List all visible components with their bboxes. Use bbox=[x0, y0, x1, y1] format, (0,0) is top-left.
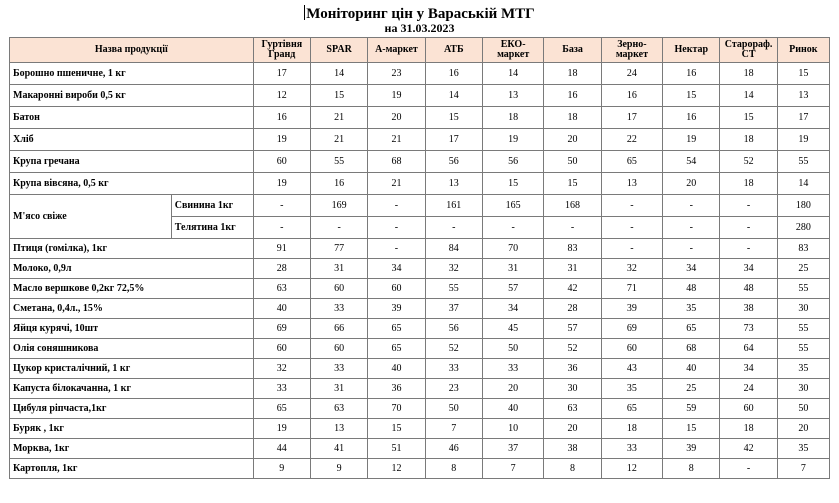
price-cell: - bbox=[720, 217, 777, 239]
price-cell: 180 bbox=[777, 195, 829, 217]
price-cell: 70 bbox=[368, 399, 425, 419]
price-cell: 13 bbox=[425, 173, 482, 195]
price-cell: 21 bbox=[310, 107, 367, 129]
product-group-name: М'ясо свіже bbox=[10, 195, 172, 239]
price-cell: 39 bbox=[368, 299, 425, 319]
table-row bbox=[10, 239, 830, 259]
table-row bbox=[10, 299, 830, 319]
price-cell: 65 bbox=[368, 339, 425, 359]
product-name: Капуста білокачанна, 1 кг bbox=[10, 379, 254, 399]
column-header: SPAR bbox=[310, 38, 367, 63]
price-cell: 44 bbox=[253, 439, 310, 459]
price-cell: 13 bbox=[777, 85, 829, 107]
price-cell: 19 bbox=[482, 129, 543, 151]
price-cell: 57 bbox=[544, 319, 601, 339]
price-cell: - bbox=[253, 217, 310, 239]
price-cell: 73 bbox=[720, 319, 777, 339]
price-cell: 33 bbox=[310, 359, 367, 379]
price-cell: 65 bbox=[601, 151, 662, 173]
price-cell: 18 bbox=[601, 419, 662, 439]
price-cell: 15 bbox=[425, 107, 482, 129]
price-cell: 19 bbox=[253, 129, 310, 151]
price-cell: 56 bbox=[425, 319, 482, 339]
price-cell: 36 bbox=[544, 359, 601, 379]
price-cell: 35 bbox=[777, 359, 829, 379]
product-name: Морква, 1кг bbox=[10, 439, 254, 459]
price-cell: 20 bbox=[777, 419, 829, 439]
table-row bbox=[10, 107, 830, 129]
price-cell: 168 bbox=[544, 195, 601, 217]
price-cell: 35 bbox=[777, 439, 829, 459]
price-cell: 28 bbox=[253, 259, 310, 279]
price-cell: 12 bbox=[253, 85, 310, 107]
price-cell: 20 bbox=[663, 173, 720, 195]
column-header: Гуртівня Гранд bbox=[253, 38, 310, 63]
price-cell: 33 bbox=[425, 359, 482, 379]
price-cell: 63 bbox=[310, 399, 367, 419]
price-cell: 18 bbox=[720, 173, 777, 195]
price-cell: 84 bbox=[425, 239, 482, 259]
price-cell: 46 bbox=[425, 439, 482, 459]
table-row bbox=[10, 359, 830, 379]
table-row bbox=[10, 63, 830, 85]
price-cell: 52 bbox=[720, 151, 777, 173]
price-cell: 169 bbox=[310, 195, 367, 217]
product-subtype: Свинина 1кг bbox=[171, 195, 253, 217]
price-cell: 60 bbox=[601, 339, 662, 359]
price-cell: 63 bbox=[253, 279, 310, 299]
price-cell: 30 bbox=[777, 299, 829, 319]
product-name: Масло вершкове 0,2кг 72,5% bbox=[10, 279, 254, 299]
table-row bbox=[10, 279, 830, 299]
price-cell: 18 bbox=[544, 63, 601, 85]
price-cell: 33 bbox=[310, 299, 367, 319]
table-row bbox=[10, 419, 830, 439]
price-cell: 64 bbox=[720, 339, 777, 359]
price-cell: 35 bbox=[663, 299, 720, 319]
price-cell: 15 bbox=[777, 63, 829, 85]
price-cell: 52 bbox=[425, 339, 482, 359]
table-row bbox=[10, 379, 830, 399]
price-cell: 55 bbox=[310, 151, 367, 173]
price-cell: 83 bbox=[777, 239, 829, 259]
price-cell: 31 bbox=[310, 259, 367, 279]
price-cell: 9 bbox=[253, 459, 310, 479]
price-cell: 38 bbox=[544, 439, 601, 459]
price-cell: 17 bbox=[777, 107, 829, 129]
product-name: Сметана, 0,4л., 15% bbox=[10, 299, 254, 319]
price-cell: 24 bbox=[720, 379, 777, 399]
price-cell: 165 bbox=[482, 195, 543, 217]
price-cell: 7 bbox=[482, 459, 543, 479]
price-cell: 40 bbox=[368, 359, 425, 379]
price-cell: 280 bbox=[777, 217, 829, 239]
product-name: Цибуля ріпчаста,1кг bbox=[10, 399, 254, 419]
column-header: ЕКО-маркет bbox=[482, 38, 543, 63]
price-cell: 35 bbox=[601, 379, 662, 399]
price-cell: - bbox=[253, 195, 310, 217]
column-header: Старораф. СТ bbox=[720, 38, 777, 63]
price-cell: 18 bbox=[720, 129, 777, 151]
price-cell: 10 bbox=[482, 419, 543, 439]
product-name: Крупа гречана bbox=[10, 151, 254, 173]
price-cell: 65 bbox=[663, 319, 720, 339]
price-cell: 40 bbox=[663, 359, 720, 379]
price-cell: - bbox=[663, 217, 720, 239]
price-cell: 48 bbox=[663, 279, 720, 299]
column-header: А-маркет bbox=[368, 38, 425, 63]
price-cell: 59 bbox=[663, 399, 720, 419]
price-cell: 14 bbox=[310, 63, 367, 85]
price-cell: 18 bbox=[482, 107, 543, 129]
price-cell: 8 bbox=[663, 459, 720, 479]
table-row bbox=[10, 173, 830, 195]
price-cell: 31 bbox=[482, 259, 543, 279]
price-cell: - bbox=[663, 239, 720, 259]
price-cell: 23 bbox=[368, 63, 425, 85]
price-cell: 15 bbox=[663, 85, 720, 107]
price-cell: 21 bbox=[368, 129, 425, 151]
price-cell: 20 bbox=[544, 419, 601, 439]
price-cell: 14 bbox=[777, 173, 829, 195]
price-cell: 60 bbox=[310, 339, 367, 359]
column-header: Ринок bbox=[777, 38, 829, 63]
price-cell: 33 bbox=[482, 359, 543, 379]
price-cell: 9 bbox=[310, 459, 367, 479]
column-header: Зерно-маркет bbox=[601, 38, 662, 63]
price-cell: 19 bbox=[253, 173, 310, 195]
price-cell: 17 bbox=[253, 63, 310, 85]
column-header: Нектар bbox=[663, 38, 720, 63]
price-cell: 18 bbox=[720, 419, 777, 439]
price-cell: 25 bbox=[663, 379, 720, 399]
price-cell: 55 bbox=[777, 279, 829, 299]
price-cell: 39 bbox=[601, 299, 662, 319]
price-cell: 12 bbox=[601, 459, 662, 479]
product-name: Буряк , 1кг bbox=[10, 419, 254, 439]
price-cell: 60 bbox=[368, 279, 425, 299]
table-row bbox=[10, 195, 830, 217]
price-cell: 21 bbox=[310, 129, 367, 151]
price-cell: 22 bbox=[601, 129, 662, 151]
price-cell: 69 bbox=[253, 319, 310, 339]
table-row bbox=[10, 459, 830, 479]
price-cell: 56 bbox=[425, 151, 482, 173]
table-row bbox=[10, 129, 830, 151]
price-cell: - bbox=[368, 217, 425, 239]
product-name: Молоко, 0,9л bbox=[10, 259, 254, 279]
price-table bbox=[9, 37, 830, 479]
document-title-text: Моніторинг цін у Вараській МТГ bbox=[306, 6, 535, 22]
price-cell: 7 bbox=[425, 419, 482, 439]
price-cell: - bbox=[368, 195, 425, 217]
price-cell: 32 bbox=[425, 259, 482, 279]
price-cell: 60 bbox=[310, 279, 367, 299]
price-cell: 17 bbox=[601, 107, 662, 129]
price-cell: 15 bbox=[482, 173, 543, 195]
price-cell: - bbox=[601, 239, 662, 259]
price-cell: 55 bbox=[777, 151, 829, 173]
price-cell: 66 bbox=[310, 319, 367, 339]
table-row bbox=[10, 151, 830, 173]
price-cell: 42 bbox=[544, 279, 601, 299]
table-row bbox=[10, 439, 830, 459]
price-cell: 20 bbox=[544, 129, 601, 151]
price-cell: 19 bbox=[253, 419, 310, 439]
price-cell: 13 bbox=[482, 85, 543, 107]
price-cell: 16 bbox=[310, 173, 367, 195]
price-cell: 14 bbox=[720, 85, 777, 107]
price-cell: 36 bbox=[368, 379, 425, 399]
product-name: Картопля, 1кг bbox=[10, 459, 254, 479]
price-cell: 77 bbox=[310, 239, 367, 259]
price-cell: 60 bbox=[253, 151, 310, 173]
price-cell: 20 bbox=[368, 107, 425, 129]
price-cell: - bbox=[663, 195, 720, 217]
price-cell: - bbox=[368, 239, 425, 259]
price-cell: 17 bbox=[425, 129, 482, 151]
price-cell: 68 bbox=[663, 339, 720, 359]
price-cell: 50 bbox=[544, 151, 601, 173]
table-row bbox=[10, 399, 830, 419]
price-cell: 40 bbox=[253, 299, 310, 319]
price-cell: 28 bbox=[544, 299, 601, 319]
table-header-row bbox=[10, 38, 830, 63]
price-cell: 13 bbox=[310, 419, 367, 439]
column-header: АТБ bbox=[425, 38, 482, 63]
product-name: Макаронні вироби 0,5 кг bbox=[10, 85, 254, 107]
price-cell: 34 bbox=[663, 259, 720, 279]
price-cell: - bbox=[310, 217, 367, 239]
price-cell: 70 bbox=[482, 239, 543, 259]
price-cell: 37 bbox=[482, 439, 543, 459]
price-cell: 45 bbox=[482, 319, 543, 339]
price-cell: 65 bbox=[253, 399, 310, 419]
price-cell: 43 bbox=[601, 359, 662, 379]
product-subtype: Телятина 1кг bbox=[171, 217, 253, 239]
price-cell: 31 bbox=[310, 379, 367, 399]
price-cell: 31 bbox=[544, 259, 601, 279]
price-cell: 18 bbox=[720, 63, 777, 85]
product-name: Хліб bbox=[10, 129, 254, 151]
price-cell: 16 bbox=[425, 63, 482, 85]
price-cell: 41 bbox=[310, 439, 367, 459]
price-cell: 16 bbox=[663, 107, 720, 129]
price-cell: 63 bbox=[544, 399, 601, 419]
price-cell: 71 bbox=[601, 279, 662, 299]
price-cell: - bbox=[425, 217, 482, 239]
price-cell: 52 bbox=[544, 339, 601, 359]
price-cell: 32 bbox=[601, 259, 662, 279]
price-cell: 38 bbox=[720, 299, 777, 319]
price-cell: 55 bbox=[777, 339, 829, 359]
price-cell: 55 bbox=[425, 279, 482, 299]
price-cell: 20 bbox=[482, 379, 543, 399]
price-cell: - bbox=[720, 459, 777, 479]
price-cell: 37 bbox=[425, 299, 482, 319]
price-cell: 34 bbox=[720, 359, 777, 379]
price-cell: - bbox=[720, 195, 777, 217]
price-cell: 15 bbox=[310, 85, 367, 107]
price-cell: 18 bbox=[544, 107, 601, 129]
price-cell: 55 bbox=[777, 319, 829, 339]
price-cell: 30 bbox=[777, 379, 829, 399]
column-header: Назва продукції bbox=[10, 38, 254, 63]
price-cell: 48 bbox=[720, 279, 777, 299]
price-cell: 16 bbox=[253, 107, 310, 129]
price-cell: 39 bbox=[663, 439, 720, 459]
price-cell: 15 bbox=[720, 107, 777, 129]
product-name: Птиця (гомілка), 1кг bbox=[10, 239, 254, 259]
price-cell: 54 bbox=[663, 151, 720, 173]
product-name: Олія соняшникова bbox=[10, 339, 254, 359]
product-name: Крупа вівсяна, 0,5 кг bbox=[10, 173, 254, 195]
price-cell: 15 bbox=[544, 173, 601, 195]
price-cell: 32 bbox=[253, 359, 310, 379]
price-cell: 25 bbox=[777, 259, 829, 279]
price-cell: 34 bbox=[482, 299, 543, 319]
price-cell: 50 bbox=[425, 399, 482, 419]
table-row bbox=[10, 339, 830, 359]
price-cell: 60 bbox=[720, 399, 777, 419]
price-cell: 24 bbox=[601, 63, 662, 85]
price-cell: 34 bbox=[368, 259, 425, 279]
price-cell: 16 bbox=[663, 63, 720, 85]
price-cell: 40 bbox=[482, 399, 543, 419]
price-cell: 14 bbox=[425, 85, 482, 107]
price-cell: 65 bbox=[368, 319, 425, 339]
price-cell: 7 bbox=[777, 459, 829, 479]
column-header: База bbox=[544, 38, 601, 63]
product-name: Батон bbox=[10, 107, 254, 129]
price-cell: 161 bbox=[425, 195, 482, 217]
product-name: Борошно пшеничне, 1 кг bbox=[10, 63, 254, 85]
price-cell: 15 bbox=[368, 419, 425, 439]
price-cell: - bbox=[544, 217, 601, 239]
price-cell: 8 bbox=[425, 459, 482, 479]
price-cell: 19 bbox=[663, 129, 720, 151]
price-cell: 30 bbox=[544, 379, 601, 399]
price-cell: 68 bbox=[368, 151, 425, 173]
price-cell: - bbox=[720, 239, 777, 259]
product-name: Цукор кристалічний, 1 кг bbox=[10, 359, 254, 379]
price-cell: 91 bbox=[253, 239, 310, 259]
price-cell: 33 bbox=[601, 439, 662, 459]
price-cell: 56 bbox=[482, 151, 543, 173]
price-cell: 33 bbox=[253, 379, 310, 399]
price-cell: 19 bbox=[777, 129, 829, 151]
product-name: Яйця курячі, 10шт bbox=[10, 319, 254, 339]
price-cell: 16 bbox=[544, 85, 601, 107]
price-cell: 65 bbox=[601, 399, 662, 419]
price-cell: 21 bbox=[368, 173, 425, 195]
price-cell: 34 bbox=[720, 259, 777, 279]
price-cell: - bbox=[601, 195, 662, 217]
price-cell: - bbox=[482, 217, 543, 239]
price-cell: 19 bbox=[368, 85, 425, 107]
table-row bbox=[10, 259, 830, 279]
price-cell: 57 bbox=[482, 279, 543, 299]
price-cell: 42 bbox=[720, 439, 777, 459]
price-cell: 8 bbox=[544, 459, 601, 479]
price-cell: 60 bbox=[253, 339, 310, 359]
price-cell: 51 bbox=[368, 439, 425, 459]
price-cell: 12 bbox=[368, 459, 425, 479]
price-cell: 15 bbox=[663, 419, 720, 439]
document-date: на 31.03.2023 bbox=[384, 21, 455, 35]
price-cell: 13 bbox=[601, 173, 662, 195]
price-cell: 50 bbox=[777, 399, 829, 419]
price-cell: 23 bbox=[425, 379, 482, 399]
table-row bbox=[10, 85, 830, 107]
price-cell: 69 bbox=[601, 319, 662, 339]
price-cell: 16 bbox=[601, 85, 662, 107]
price-cell: 83 bbox=[544, 239, 601, 259]
price-cell: - bbox=[601, 217, 662, 239]
price-cell: 14 bbox=[482, 63, 543, 85]
table-row bbox=[10, 319, 830, 339]
price-cell: 50 bbox=[482, 339, 543, 359]
